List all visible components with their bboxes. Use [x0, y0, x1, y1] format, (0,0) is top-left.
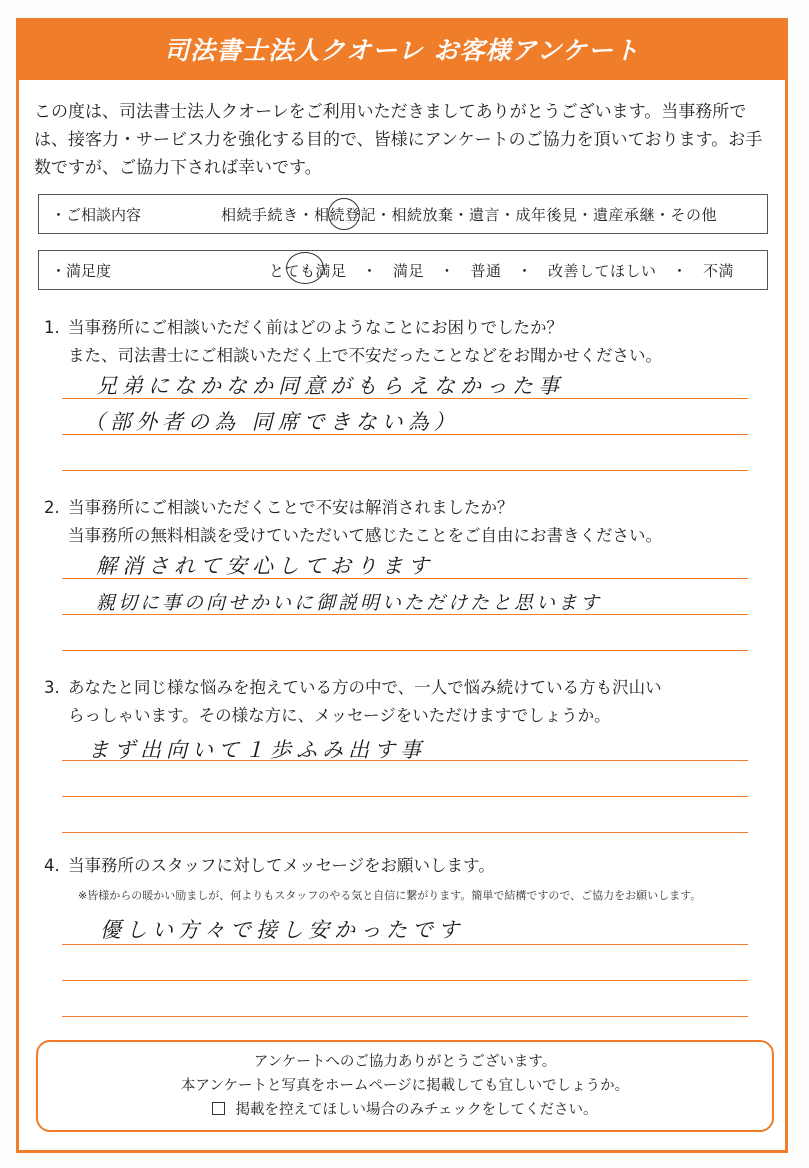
question-4-text: 当事務所のスタッフに対してメッセージをお願いします。 [68, 856, 495, 875]
question-4-note: ※皆様からの暖かい励ましが、何よりもスタッフのやる気と自信に繋がります。簡単で結構ですので、ご協力をお願いします。 [78, 889, 702, 902]
satisfaction-selection-mark [286, 252, 324, 284]
survey-frame [16, 18, 788, 1153]
question-2: 2. 当事務所にご相談いただくことで不安は解消されましたか？ 当事務所の無料相談を受けていただいて感じたことをご自由にお書きください。 [44, 494, 774, 550]
footer-permission: 本アンケートと写真をホームページに掲載しても宜しいでしょうか。 [180, 1078, 630, 1094]
answer-1-line-2: （部外者の為 同席できない為） [84, 410, 460, 434]
answer-line [62, 1016, 748, 1017]
answer-line [62, 980, 748, 981]
header-banner [16, 18, 788, 80]
footer-optout [38, 1098, 772, 1122]
answer-line [62, 832, 748, 833]
answer-2-line-2: 親切に事の向せかいに御説明いただけたと思います [96, 592, 603, 614]
question-1-text: 当事務所にご相談いただく前はどのようなことにお困りでしたか？ [68, 318, 563, 337]
satisfaction-box [38, 250, 768, 290]
question-2-text-2: 当事務所の無料相談を受けていただいて感じたことをご自由にお書きください。 [68, 526, 662, 545]
satisfaction-label: ・満足度 [51, 261, 112, 280]
optout-checkbox[interactable] [212, 1102, 225, 1115]
consultation-options[interactable]: 相続手続き・相続登記・相続放棄・遺言・成年後見・遺産承継・その他 [221, 205, 718, 224]
question-3-text: あなたと同じ様な悩みを抱えている方の中で、一人で悩み続けている方も沢山い [68, 678, 662, 697]
answer-3-line-1: まず出向いて１歩ふみ出す事 [88, 738, 426, 762]
answer-line [62, 470, 748, 471]
answer-line [62, 650, 748, 651]
question-1: 1. 当事務所にご相談いただく前はどのようなことにお困りでしたか？ また、司法書士にご相談いただく上で不安だったことなどをお聞かせください。 [44, 314, 774, 370]
footer-thanks: アンケートへのご協力ありがとうございます。 [253, 1054, 557, 1070]
answer-line [62, 796, 748, 797]
answer-2-line-1: 解消されて安心しております [96, 554, 434, 578]
consultation-selection-mark [328, 198, 360, 230]
intro-text: この度は、司法書士法人クオーレをご利用いただきましてありがとうございます。当事務所では、接客力・サービス力を強化する目的で、皆様にアンケートのご協力を頂いております。お手数ですが、ご協力下されば幸いです。 [34, 102, 763, 178]
optout-label: 掲載を控えてほしい場合のみチェックをしてください。 [235, 1102, 598, 1118]
question-4: 4. 当事務所のスタッフに対してメッセージをお願いします。 [44, 856, 495, 875]
question-2-text: 当事務所にご相談いただくことで不安は解消されましたか？ [68, 498, 514, 517]
answer-1-line-1: 兄弟になかなか同意がもらえなかった事 [96, 374, 564, 398]
answer-line [62, 944, 748, 945]
question-3-text-2: らっしゃいます。その様な方に、メッセージをいただけますでしょうか。 [68, 706, 611, 725]
survey-title: 司法書士法人クオーレ お客様アンケート [164, 36, 640, 65]
satisfaction-options[interactable]: とても満足 ・ 満足 ・ 普通 ・ 改善してほしい ・ 不満 [269, 261, 735, 280]
answer-4-line-1: 優しい方々で接し安かったです [100, 918, 464, 942]
consultation-box [38, 194, 768, 234]
question-1-text-2: また、司法書士にご相談いただく上で不安だったことなどをお聞かせください。 [68, 346, 662, 365]
consultation-label: ・ご相談内容 [51, 205, 142, 224]
question-3: 3. あなたと同じ様な悩みを抱えている方の中で、一人で悩み続けている方も沢山い らっしゃいます。その様な方に、メッセージをいただけますでしょうか。 [44, 674, 774, 730]
footer-box [36, 1040, 774, 1132]
